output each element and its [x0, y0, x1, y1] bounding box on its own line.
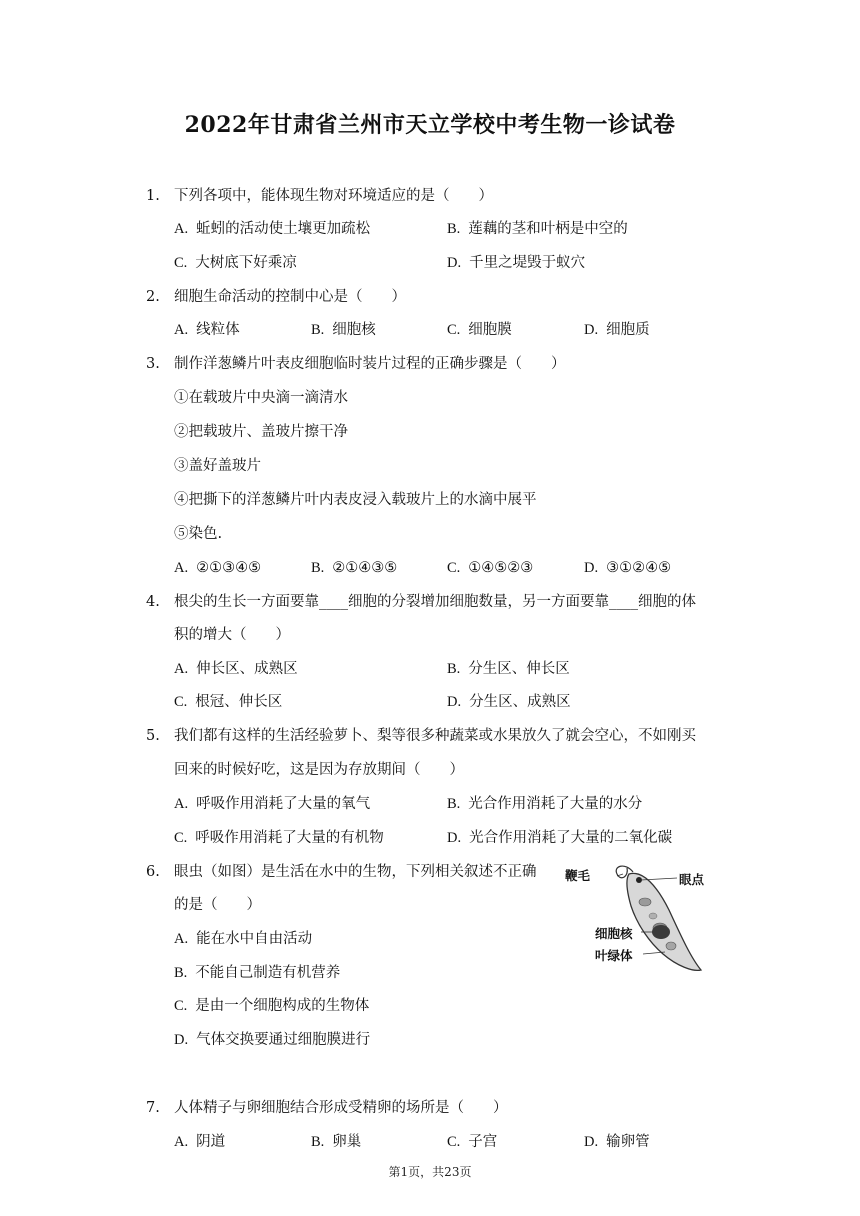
option-b	[311, 1132, 361, 1152]
option-text: 是由一个细胞构成的生物体	[195, 998, 370, 1014]
procedure-step: ②把载玻片、盖玻片擦干净	[174, 424, 348, 440]
option-letter: B.	[311, 560, 325, 576]
option-c	[174, 692, 282, 712]
option-letter: D.	[447, 830, 462, 846]
option-text: 细胞质	[606, 322, 650, 338]
option-letter: A.	[174, 221, 189, 237]
option-letter: A.	[174, 796, 189, 812]
option-letter: B.	[447, 661, 461, 677]
option-c	[447, 558, 533, 578]
option-text: ①④⑤②③	[468, 560, 534, 576]
question-stem-continued: 的是（ ）	[174, 897, 261, 913]
option-text: 阴道	[196, 1134, 226, 1150]
option-d	[447, 253, 585, 273]
question-stem: 根尖的生长一方面要靠____细胞的分裂增加细胞数量，另一方面要靠____细胞的体	[174, 594, 696, 610]
option-letter: A.	[174, 322, 189, 338]
question-number: 5.	[146, 728, 160, 744]
option-text: 千里之堤毁于蚁穴	[469, 255, 586, 271]
question-stem-continued: 回来的时候好吃，这是因为存放期间（ ）	[174, 762, 464, 778]
label-nucleus: 细胞核	[595, 926, 633, 941]
option-text: ②①④③⑤	[332, 560, 398, 576]
question-stem: 人体精子与卵细胞结合形成受精卵的场所是（ ）	[174, 1100, 508, 1116]
option-text: ③①②④⑤	[606, 560, 672, 576]
option-b	[447, 219, 628, 239]
option-letter: B.	[311, 1134, 325, 1150]
option-text: 光合作用消耗了大量的二氧化碳	[469, 830, 673, 846]
option-c	[174, 253, 297, 273]
option-text: 根冠、伸长区	[195, 694, 283, 710]
option-text: 莲藕的茎和叶柄是中空的	[468, 221, 628, 237]
option-a	[174, 558, 261, 578]
option-letter: B.	[174, 965, 188, 981]
option-text: 卵巢	[332, 1134, 362, 1150]
option-letter: D.	[584, 560, 599, 576]
label-chloroplast: 叶绿体	[595, 948, 633, 963]
question-stem: 我们都有这样的生活经验萝卜、梨等很多种蔬菜或水果放久了就会空心，不如刚买	[174, 728, 696, 744]
option-b	[311, 558, 397, 578]
option-letter: B.	[447, 221, 461, 237]
option-letter: B.	[311, 322, 325, 338]
page-title: 2022年甘肃省兰州市天立学校中考生物一诊试卷	[184, 112, 676, 138]
option-text: 子宫	[468, 1134, 498, 1150]
option-a	[174, 320, 240, 340]
option-a	[174, 219, 370, 239]
procedure-step: ③盖好盖玻片	[174, 458, 261, 474]
option-text: 气体交换要通过细胞膜进行	[196, 1032, 371, 1048]
option-text: ②①③④⑤	[196, 560, 262, 576]
option-letter: C.	[174, 998, 188, 1014]
option-letter: C.	[174, 830, 188, 846]
option-letter: D.	[447, 255, 462, 271]
option-b	[447, 659, 570, 679]
option-b	[174, 963, 340, 983]
option-letter: B.	[447, 796, 461, 812]
option-text: 线粒体	[196, 322, 240, 338]
option-a	[174, 929, 312, 949]
question-stem: 眼虫（如图）是生活在水中的生物，下列相关叙述不正确	[174, 864, 537, 880]
question-number: 1.	[146, 188, 160, 204]
option-letter: C.	[447, 1134, 461, 1150]
procedure-step: ④把撕下的洋葱鳞片叶内表皮浸入载玻片上的水滴中展平	[174, 492, 537, 508]
option-d	[584, 1132, 650, 1152]
option-b	[311, 320, 376, 340]
euglena-figure	[565, 858, 715, 983]
option-letter: C.	[174, 255, 188, 271]
option-text: 呼吸作用消耗了大量的有机物	[195, 830, 384, 846]
option-letter: C.	[174, 694, 188, 710]
option-letter: A.	[174, 661, 189, 677]
question-stem: 制作洋葱鳞片叶表皮细胞临时装片过程的正确步骤是（ ）	[174, 356, 566, 372]
question-number: 3.	[146, 356, 160, 372]
option-c	[447, 320, 512, 340]
option-text: 分生区、伸长区	[468, 661, 570, 677]
option-letter: A.	[174, 560, 189, 576]
option-text: 伸长区、成熟区	[196, 661, 298, 677]
question-stem: 下列各项中，能体现生物对环境适应的是（ ）	[174, 188, 493, 204]
option-text: 细胞膜	[468, 322, 512, 338]
option-a	[174, 1132, 225, 1152]
option-d	[174, 1030, 370, 1050]
question-number: 2.	[146, 289, 160, 305]
option-letter: C.	[447, 322, 461, 338]
option-text: 蚯蚓的活动使土壤更加疏松	[196, 221, 371, 237]
option-text: 能在水中自由活动	[196, 931, 313, 947]
option-letter: D.	[447, 694, 462, 710]
question-number: 6.	[146, 864, 160, 880]
option-c	[447, 1132, 497, 1152]
option-text: 光合作用消耗了大量的水分	[468, 796, 643, 812]
option-text: 细胞核	[332, 322, 376, 338]
question-stem-continued: 积的增大（ ）	[174, 627, 290, 643]
option-b	[447, 794, 642, 814]
option-c	[174, 828, 384, 848]
question-number: 4.	[146, 594, 160, 610]
page-footer: 第1页，共23页	[388, 1165, 472, 1179]
option-a	[174, 659, 298, 679]
option-letter: D.	[584, 322, 599, 338]
question-stem: 细胞生命活动的控制中心是（ ）	[174, 289, 406, 305]
option-d	[447, 828, 672, 848]
question-number: 7.	[146, 1100, 160, 1116]
option-a	[174, 794, 370, 814]
option-d	[584, 558, 671, 578]
option-d	[447, 692, 571, 712]
option-letter: C.	[447, 560, 461, 576]
option-text: 输卵管	[606, 1134, 650, 1150]
procedure-step: ①在载玻片中央滴一滴清水	[174, 390, 348, 406]
procedure-step: ⑤染色.	[174, 526, 223, 542]
option-text: 呼吸作用消耗了大量的氧气	[196, 796, 371, 812]
option-letter: A.	[174, 931, 189, 947]
option-text: 分生区、成熟区	[469, 694, 571, 710]
option-c	[174, 996, 369, 1016]
option-letter: A.	[174, 1134, 189, 1150]
option-letter: D.	[584, 1134, 599, 1150]
label-flagellum: 鞭毛	[565, 868, 591, 883]
option-letter: D.	[174, 1032, 189, 1048]
label-eyespot: 眼点	[679, 872, 705, 887]
option-d	[584, 320, 650, 340]
option-text: 大树底下好乘凉	[195, 255, 297, 271]
option-text: 不能自己制造有机营养	[195, 965, 341, 981]
